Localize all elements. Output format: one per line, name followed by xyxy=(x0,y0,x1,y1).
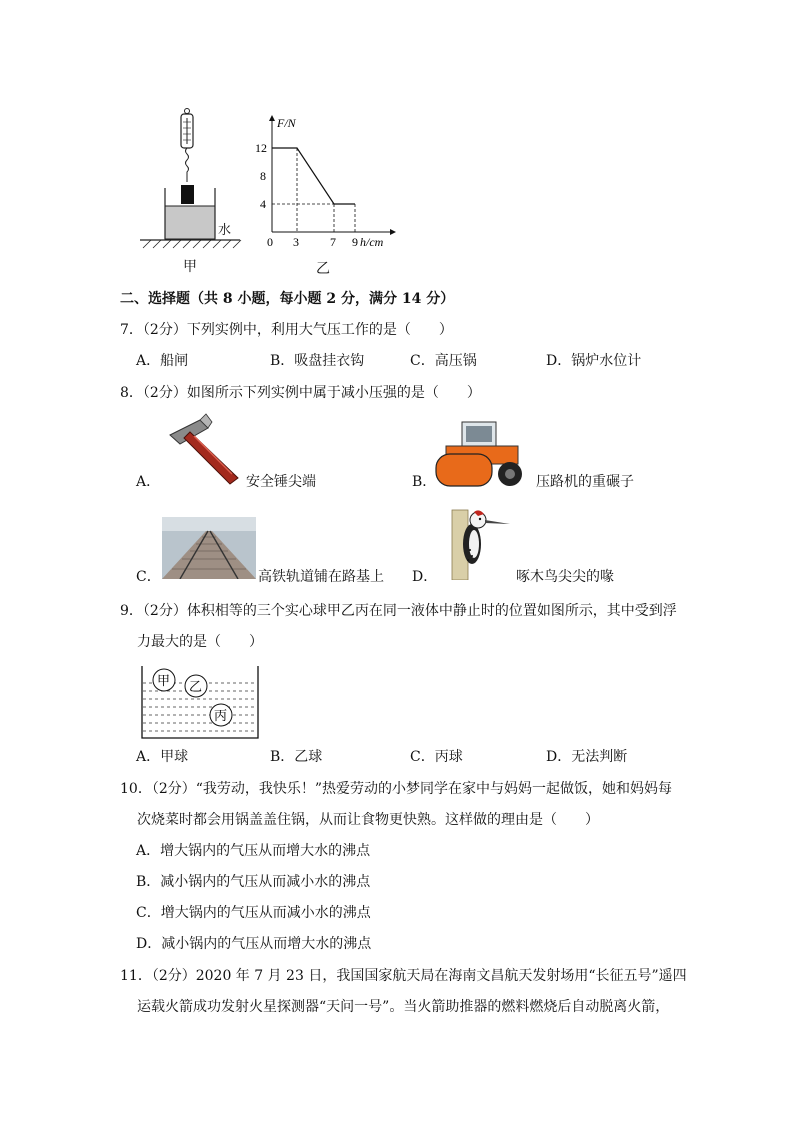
q8-option-c-caption: 高铁轨道铺在路基上 xyxy=(258,569,384,585)
q10-option-d[interactable]: D．减小锅内的气压从而增大水的沸点 xyxy=(136,936,372,952)
q7-option-b[interactable]: B．吸盘挂衣钩 xyxy=(270,353,365,369)
origin-label: 0 xyxy=(267,235,273,249)
woodpecker-picture xyxy=(438,500,516,580)
force-depth-graph xyxy=(245,112,405,257)
spring-scale-setup-illustration xyxy=(135,108,245,268)
railway-track-picture xyxy=(162,517,256,579)
ball-jia-label: 甲 xyxy=(157,673,171,688)
x-axis-label: h/cm xyxy=(360,235,384,249)
figure-yi-label: 乙 xyxy=(316,261,330,277)
question-8-stem: 8．（2分）如图所示下列实例中属于减小压强的是（ ） xyxy=(120,385,481,401)
x-tick-9: 9 xyxy=(352,235,358,249)
question-11-stem-line1: 11．（2分）2020 年 7 月 23 日，我国国家航天局在海南文昌航天发射场用“长征五号”遥四 xyxy=(120,968,687,984)
q10-option-c[interactable]: C．增大锅内的气压从而减小水的沸点 xyxy=(136,905,371,921)
q9-option-b[interactable]: B．乙球 xyxy=(270,749,323,765)
q10-option-b[interactable]: B．减小锅内的气压从而减小水的沸点 xyxy=(136,874,371,890)
road-roller-picture xyxy=(432,418,532,490)
figure-yi-graph xyxy=(245,112,405,257)
question-11-stem-line2: 运载火箭成功发射火星探测器“天问一号”。当火箭助推器的燃料燃烧后自动脱离火箭， xyxy=(137,999,670,1015)
q9-option-d[interactable]: D．无法判断 xyxy=(546,749,628,765)
q9-figure xyxy=(140,662,260,740)
ball-yi-label: 乙 xyxy=(189,679,203,694)
x-tick-7: 7 xyxy=(330,235,336,249)
section-title: 二、选择题（共 8 小题，每小题 2 分，满分 14 分） xyxy=(120,291,455,307)
q8-option-b-letter[interactable]: B． xyxy=(412,474,437,490)
q8-option-d-letter[interactable]: D． xyxy=(412,569,438,585)
water-label: 水 xyxy=(218,223,232,238)
floating-balls-container-illustration xyxy=(140,662,260,740)
question-9-stem-line2: 力最大的是（ ） xyxy=(137,634,263,650)
q7-option-a[interactable]: A．船闸 xyxy=(136,353,189,369)
q7-option-d[interactable]: D．锅炉水位计 xyxy=(546,353,642,369)
question-7-stem: 7．（2分）下列实例中，利用大气压工作的是（ ） xyxy=(120,322,453,338)
q8-option-d-caption: 啄木鸟尖尖的喙 xyxy=(516,569,614,585)
q10-option-a[interactable]: A．增大锅内的气压从而增大水的沸点 xyxy=(136,843,371,859)
y-tick-8: 8 xyxy=(260,169,266,183)
q8-option-a-caption: 安全锤尖端 xyxy=(246,474,316,490)
figure-jia xyxy=(135,108,245,268)
question-9-stem-line1: 9．（2分）体积相等的三个实心球甲乙丙在同一液体中静止时的位置如图所示，其中受到浮 xyxy=(120,603,677,619)
q9-option-c[interactable]: C．丙球 xyxy=(410,749,463,765)
q8-option-b-caption: 压路机的重碾子 xyxy=(536,474,634,490)
y-axis-label: F/N xyxy=(277,116,296,130)
figure-jia-label: 甲 xyxy=(183,259,197,275)
y-tick-4: 4 xyxy=(260,197,266,211)
question-10-stem-line2: 次烧菜时都会用锅盖盖住锅，从而让食物更快熟。这样做的理由是（ ） xyxy=(137,812,599,828)
x-tick-3: 3 xyxy=(293,235,299,249)
question-10-stem-line1: 10．（2分）“我劳动，我快乐！”热爱劳动的小梦同学在家中与妈妈一起做饭，她和妈妈每 xyxy=(120,781,673,797)
q8-option-a-letter[interactable]: A． xyxy=(136,474,161,490)
y-tick-12: 12 xyxy=(255,141,267,155)
q9-option-a[interactable]: A．甲球 xyxy=(136,749,189,765)
q7-option-c[interactable]: C．高压锅 xyxy=(410,353,477,369)
safety-hammer-picture xyxy=(160,410,244,488)
ball-bing-label: 丙 xyxy=(214,708,228,723)
q8-option-c-letter[interactable]: C． xyxy=(136,569,161,585)
